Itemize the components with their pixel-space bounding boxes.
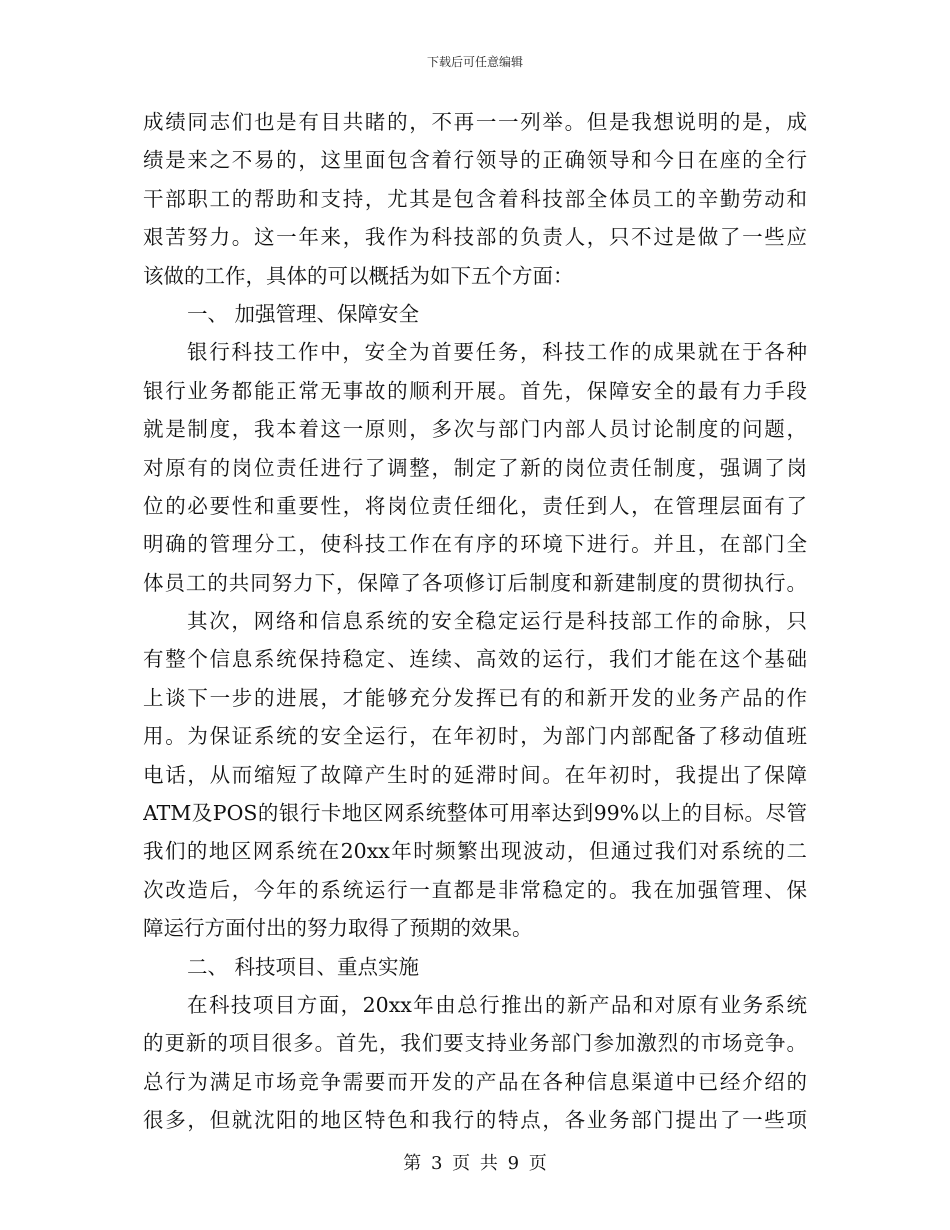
body-text-line: 电话，从而缩短了故障产生时的延滞时间。在年初时，我提出了保障 [143, 762, 807, 787]
body-text-line: 用。为保证系统的安全运行，在年初时，为部门内部配备了移动值班 [143, 724, 807, 749]
body-text-line: 银行科技工作中，安全为首要任务，科技工作的成果就在于各种 [187, 340, 807, 365]
section-heading: 二、 科技项目、重点实施 [187, 954, 420, 979]
body-text-line: 体员工的共同努力下，保障了各项修订后制度和新建制度的贯彻执行。 [143, 570, 807, 595]
body-text-line: ATM及POS的银行卡地区网系统整体可用率达到99%以上的目标。尽管 [143, 801, 807, 826]
body-text-line: 次改造后，今年的系统运行一直都是非常稳定的。我在加强管理、保 [143, 877, 807, 902]
body-text-line: 干部职工的帮助和支持，尤其是包含着科技部全体员工的辛勤劳动和 [143, 186, 807, 211]
body-text-line: 对原有的岗位责任进行了调整，制定了新的岗位责任制度，强调了岗 [143, 455, 807, 480]
body-text-line: 很多，但就沈阳的地区特色和我行的特点，各业务部门提出了一些项 [143, 1108, 807, 1133]
body-text-line: 明确的管理分工，使科技工作在有序的环境下进行。并且，在部门全 [143, 532, 807, 557]
page-number-footer: 第 3 页 共 9 页 [403, 1153, 547, 1174]
body-text-line: 我们的地区网系统在20xx年时频繁出现波动，但通过我们对系统的二 [143, 839, 807, 864]
body-text-line: 就是制度，我本着这一原则，多次与部门内部人员讨论制度的问题， [143, 417, 807, 442]
body-text-line: 银行业务都能正常无事故的顺利开展。首先，保障安全的最有力手段 [143, 378, 807, 403]
body-text-line: 上谈下一步的进展，才能够充分发挥已有的和新开发的业务产品的作 [143, 685, 807, 710]
body-text-line: 位的必要性和重要性，将岗位责任细化，责任到人，在管理层面有了 [143, 493, 807, 518]
body-text-line: 障运行方面付出的努力取得了预期的效果。 [143, 916, 533, 941]
body-text-line: 的更新的项目很多。首先，我们要支持业务部门参加激烈的市场竞争。 [143, 1031, 807, 1056]
body-text-line: 绩是来之不易的，这里面包含着行领导的正确领导和今日在座的全行 [143, 148, 807, 173]
body-text-line: 艰苦努力。这一年来，我作为科技部的负责人，只不过是做了一些应 [143, 225, 807, 250]
body-text-line: 其次，网络和信息系统的安全稳定运行是科技部工作的命脉，只 [187, 609, 807, 634]
document-body [143, 103, 807, 1140]
section-heading: 一、 加强管理、保障安全 [187, 301, 420, 326]
body-text-line: 有整个信息系统保持稳定、连续、高效的运行，我们才能在这个基础 [143, 647, 807, 672]
body-text-line: 总行为满足市场竞争需要而开发的产品在各种信息渠道中已经介绍的 [143, 1069, 807, 1094]
body-text-line: 该做的工作，具体的可以概括为如下五个方面： [143, 263, 574, 288]
body-text-line: 成绩同志们也是有目共睹的，不再一一列举。但是我想说明的是，成 [143, 110, 807, 134]
page-header: 下载后可任意编辑 [426, 55, 523, 69]
body-text-line: 在科技项目方面，20xx年由总行推出的新产品和对原有业务系统 [187, 992, 807, 1017]
